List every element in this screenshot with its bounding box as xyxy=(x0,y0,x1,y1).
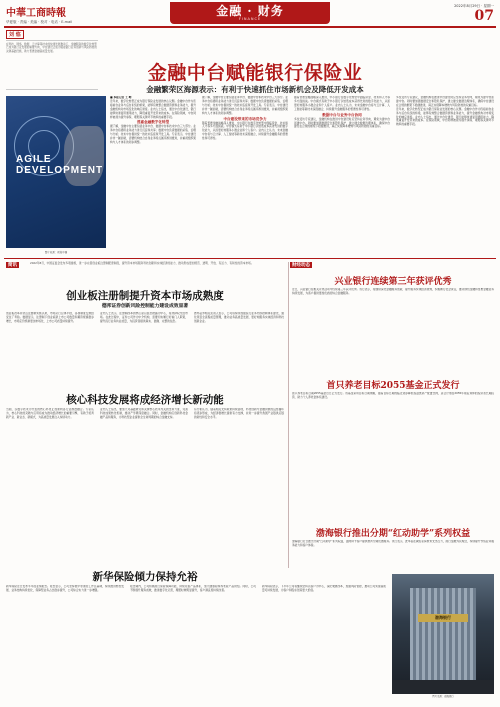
story1-sub-col3: 中台建设带来的市场竞争力 xyxy=(223,116,267,121)
bank-photo-caption: 图片来源：渤海银行 xyxy=(432,695,454,698)
section-title: 金融 · 财务 xyxy=(216,4,284,18)
right-column-tag: 财经动态 xyxy=(292,263,310,268)
story1-col3-text-b: 多位受访专家建议，金融机构在推进中台建设时应坚持业务导向，避免为建中台而建中台。同时要加强数据安全和隐私保护，建立健全数据治理体系，确保中台建设在合规的框架下稳健推进，真正实现降本增效与风险防控的双重目标。 xyxy=(294,116,390,129)
story1-byline: ■ 本报记者 王 峰 xyxy=(110,96,132,99)
bank-photo xyxy=(392,574,494,694)
story1-col2 xyxy=(202,96,288,252)
photo-sign: 渤海银行 xyxy=(418,614,468,622)
story2-col3: 德邦证券相关负责人表示，公司将持续加强投行业务内部控制体系建设，强化项目全流程质量管理，推动业务高质量发展，更好地服务实体经济和科技创新企业。 xyxy=(194,312,284,323)
story1-subhead: 金融繁荣区海源表示：有利于快速抓住市场新机会及降低开发成本 xyxy=(146,85,364,94)
section-en: FINANCE xyxy=(238,17,262,21)
story2-headline: 创业板注册制提升资本市场成熟度 xyxy=(66,290,224,302)
right-text-3: 渤海银行近日推出分期“红动助学”系列权益，面向持卡客户提供教育分期优惠服务。该行表示，此举旨在减轻家庭教育支出压力，践行金融为民理念，持续提升零售业务服务能力和客户体验。 xyxy=(292,540,494,547)
story2-col1: 创业板改革并试点注册制实施以来，市场运行总体平稳，各项制度安排经受住了考验。数据显示，注册制下创业板新上市公司数量和募资规模稳步增长，市场定价机制更加市场化，上市公司质量持续提升。 xyxy=(6,312,94,323)
right-headline-2: 首只养老目标2055基金正式发行 xyxy=(326,381,460,391)
story1-col4-text-b: 近年来，数字化转型正成为银行保险业发展的核心议题。金融中台作为连接前台业务与后台系统的桥梁，能够有效整合数据资源和业务能力，提升金融机构对市场变化的响应速度。业内人士指出，通过中台化建设，银行能够快速复用通用能力，降低重复开发带来的成本。在保险领域，中台同样被视为提升承保、理赔等关键环节效率的重要手段。 xyxy=(396,106,494,127)
paper-name: 中華工商時報 xyxy=(6,8,66,19)
story2-lead: 2022年8月，中国证监会发布多项措施，进一步完善创业板注册制配套制度，提升资本市场服务科技创新和实体经济的能力，推动形成更加规范、透明、开放、有活力、有韧性的资本市场。 xyxy=(30,261,254,265)
right-text-1: 近日，兴业银行在相关评选活动中连续第三年获评优秀。该行表示，将继续深化金融服务创新，提升服务实体经济质效，积极履行社会责任，推动绿色金融和普惠金融业务持续发展，为客户提供更加优质的综合金融服务。 xyxy=(292,288,494,295)
story1-headline: 金融中台赋能银行保险业 xyxy=(147,62,363,84)
editor-tag: 刘 悠 xyxy=(6,30,24,39)
right-headline-1: 兴业银行连续第三年获评优秀 xyxy=(334,277,452,287)
masthead-right xyxy=(454,4,494,23)
story4-col2: 报告期内，公司积极践行保险保障功能，持续完善产品体系，加大健康险和养老险产品供给。同时，公司不断提升服务质效，推进数字化运营，理赔时效明显提升，客户满意度持续改善。 xyxy=(130,585,256,592)
photo-building xyxy=(410,588,476,692)
story3-col1: 当前，以数字技术为代表的核心科技正加速向各行业渗透融合。专家认为，核心科技的突破与应用将成为推动经济增长的重要引擎，有助于培育新产业、新业态、新模式，为高质量发展注入持续动力。 xyxy=(6,408,94,419)
photo-word: AGILE DEVELOPMENT xyxy=(16,154,104,176)
paper-meta: 华夏版 · 责编 · 美编 · 校对 · 电话 · E-mail xyxy=(6,20,73,24)
page-number: 07 xyxy=(474,8,494,24)
story2-col2: 业内人士表示，注册制改革的核心是以信息披露为中心，将选择权交给市场。在此过程中，证券公司作为中介机构，需要切实履行好看门人职责，提升投行业务执业质量，为投资者提供真实、准确、完整的信息。 xyxy=(100,312,188,323)
lead-intro: 在科技、网络、数据、云计算等技术的快速发展推动下，金融服务的数字化转型已成为银行业发展的重要方向，中台建设正成为赋能银行业务创新与风险防控的关键基础设施，助力普惠金融高质量发展。 xyxy=(6,40,98,90)
story1-col2-text: 据了解，金融中台主要包括业务中台、数据中台和技术中台三大部分。业务中台将通用业务能力进行沉淀和共享；数据中台负责数据的采集、治理与分析；技术中台提供统一的技术底座和开发工具。专家表示，中台建设并非一蹴而就，需要机构结合自身业务特点循序渐进推进，并重视组织架构与人才体系的同步调整。 xyxy=(202,96,288,115)
section-banner xyxy=(170,2,330,24)
story3-headline: 核心科技发展将成经济增长新动能 xyxy=(66,394,224,406)
story1-col3 xyxy=(294,96,390,252)
right-text-2: 首只养老目标日期2055基金近日正式发行。该基金采用目标日期策略，随着目标日期的临近逐步降低权益类资产配置比例，适合计划在2055年前后退休的投资者长期投资，助力个人养老金体系建设。 xyxy=(292,392,494,399)
story3-col2: 业内人士指出，要加大对基础研究和关键核心技术攻关的支持力度，完善科技成果转化机制，推动产学研深度融合。同时，金融机构应创新科技金融产品和服务，为科技型企业提供全生命周期的综合金融支持。 xyxy=(100,408,188,419)
story1-col2-text-b: 随着普惠金融战略深入推进，中小银行在数字化转型中面临资金、技术和人才等多方面挑战。中台模式有助于中小银行以较低成本获得先进的数字化能力，从而更好地服务小微企业和个人客户。业内人士认为，未来金融中台将与云计算、人工智能等新技术深度融合，持续提升金融服务的普惠性和可得性。 xyxy=(202,120,288,141)
story1-section-mid: 普惠金融数字化转型 xyxy=(136,120,170,125)
story3-col3: 有分析认为，随着相关支持政策持续落地，科技创新与金融资源的良性循环将逐步形成，为经济稳增长提供有力支撑，并进一步提升我国产业链供应链的韧性和安全水平。 xyxy=(194,408,284,419)
story1-col4-text: 多位受访专家建议，金融机构在推进中台建设时应坚持业务导向，避免为建中台而建中台。同时要加强数据安全和隐私保护，建立健全数据治理体系，确保中台建设在合规的框架下稳健推进，真正实现降本增效与风险防控的双重目标。 xyxy=(396,96,494,107)
story1-col1 xyxy=(110,96,196,252)
story1-sub-col4: 数据中台与业务中台协同 xyxy=(322,112,362,117)
story4-headline: 新华保险倾力保持允裕 xyxy=(92,571,198,583)
section-divider xyxy=(4,258,496,259)
story1-photo-caption: 图片来源：视觉中国 xyxy=(44,251,68,254)
issue-date: 2022年8月29日 · 星期一 xyxy=(454,4,494,8)
story1-col1-text: 近年来，数字化转型正成为银行保险业发展的核心议题。金融中台作为连接前台业务与后台系统的桥梁，能够有效整合数据资源和业务能力，提升金融机构对市场变化的响应速度。业内人士指出，通过中台化建设，银行能够快速复用通用能力，降低重复开发带来的成本。在保险领域，中台同样被视为提升承保、理赔等关键环节效率的重要手段。 xyxy=(110,98,196,119)
story1-col3-text: 随着普惠金融战略深入推进，中小银行在数字化转型中面临资金、技术和人才等多方面挑战。中台模式有助于中小银行以较低成本获得先进的数字化能力，从而更好地服务小微企业和个人客户。业内人士认为，未来金融中台将与云计算、人工智能等新技术深度融合，持续提升金融服务的普惠性和可得性。 xyxy=(294,96,390,111)
story2-tag: 简讯 xyxy=(8,263,17,268)
story1-col1-text-b: 据了解，金融中台主要包括业务中台、数据中台和技术中台三大部分。业务中台将通用业务能力进行沉淀和共享；数据中台负责数据的采集、治理与分析；技术中台提供统一的技术底座和开发工具。专家表示，中台建设并非一蹴而就，需要机构结合自身业务特点循序渐进推进，并重视组织架构与人才体系的同步调整。 xyxy=(110,124,196,145)
story1-photo xyxy=(6,96,106,248)
story4-col1: 新华保险近日发布半年度业绩报告。报告显示，公司坚持稳中求进的工作总基调，持续推进转型发展，业务结构持续优化，保障型业务占比稳步提升，公司综合实力进一步增强。 xyxy=(6,585,124,592)
masthead-rule xyxy=(4,26,496,28)
story2-subhead: 德邦证券创新风险控制能力建设成效显著 xyxy=(101,304,189,309)
photo-street xyxy=(392,680,494,694)
right-headline-3: 渤海银行推出分期“红动助学”系列权益 xyxy=(315,529,471,539)
story1-col4 xyxy=(396,96,494,252)
story4-col3: 新华保险表示，下半年公司将继续坚持以客户为中心，深化渠道改革，加强风险管控，推动公司实现高质量可持续发展，为客户和股东创造更大价值。 xyxy=(262,585,386,592)
right-column-divider xyxy=(288,262,289,568)
masthead-left xyxy=(6,4,116,25)
